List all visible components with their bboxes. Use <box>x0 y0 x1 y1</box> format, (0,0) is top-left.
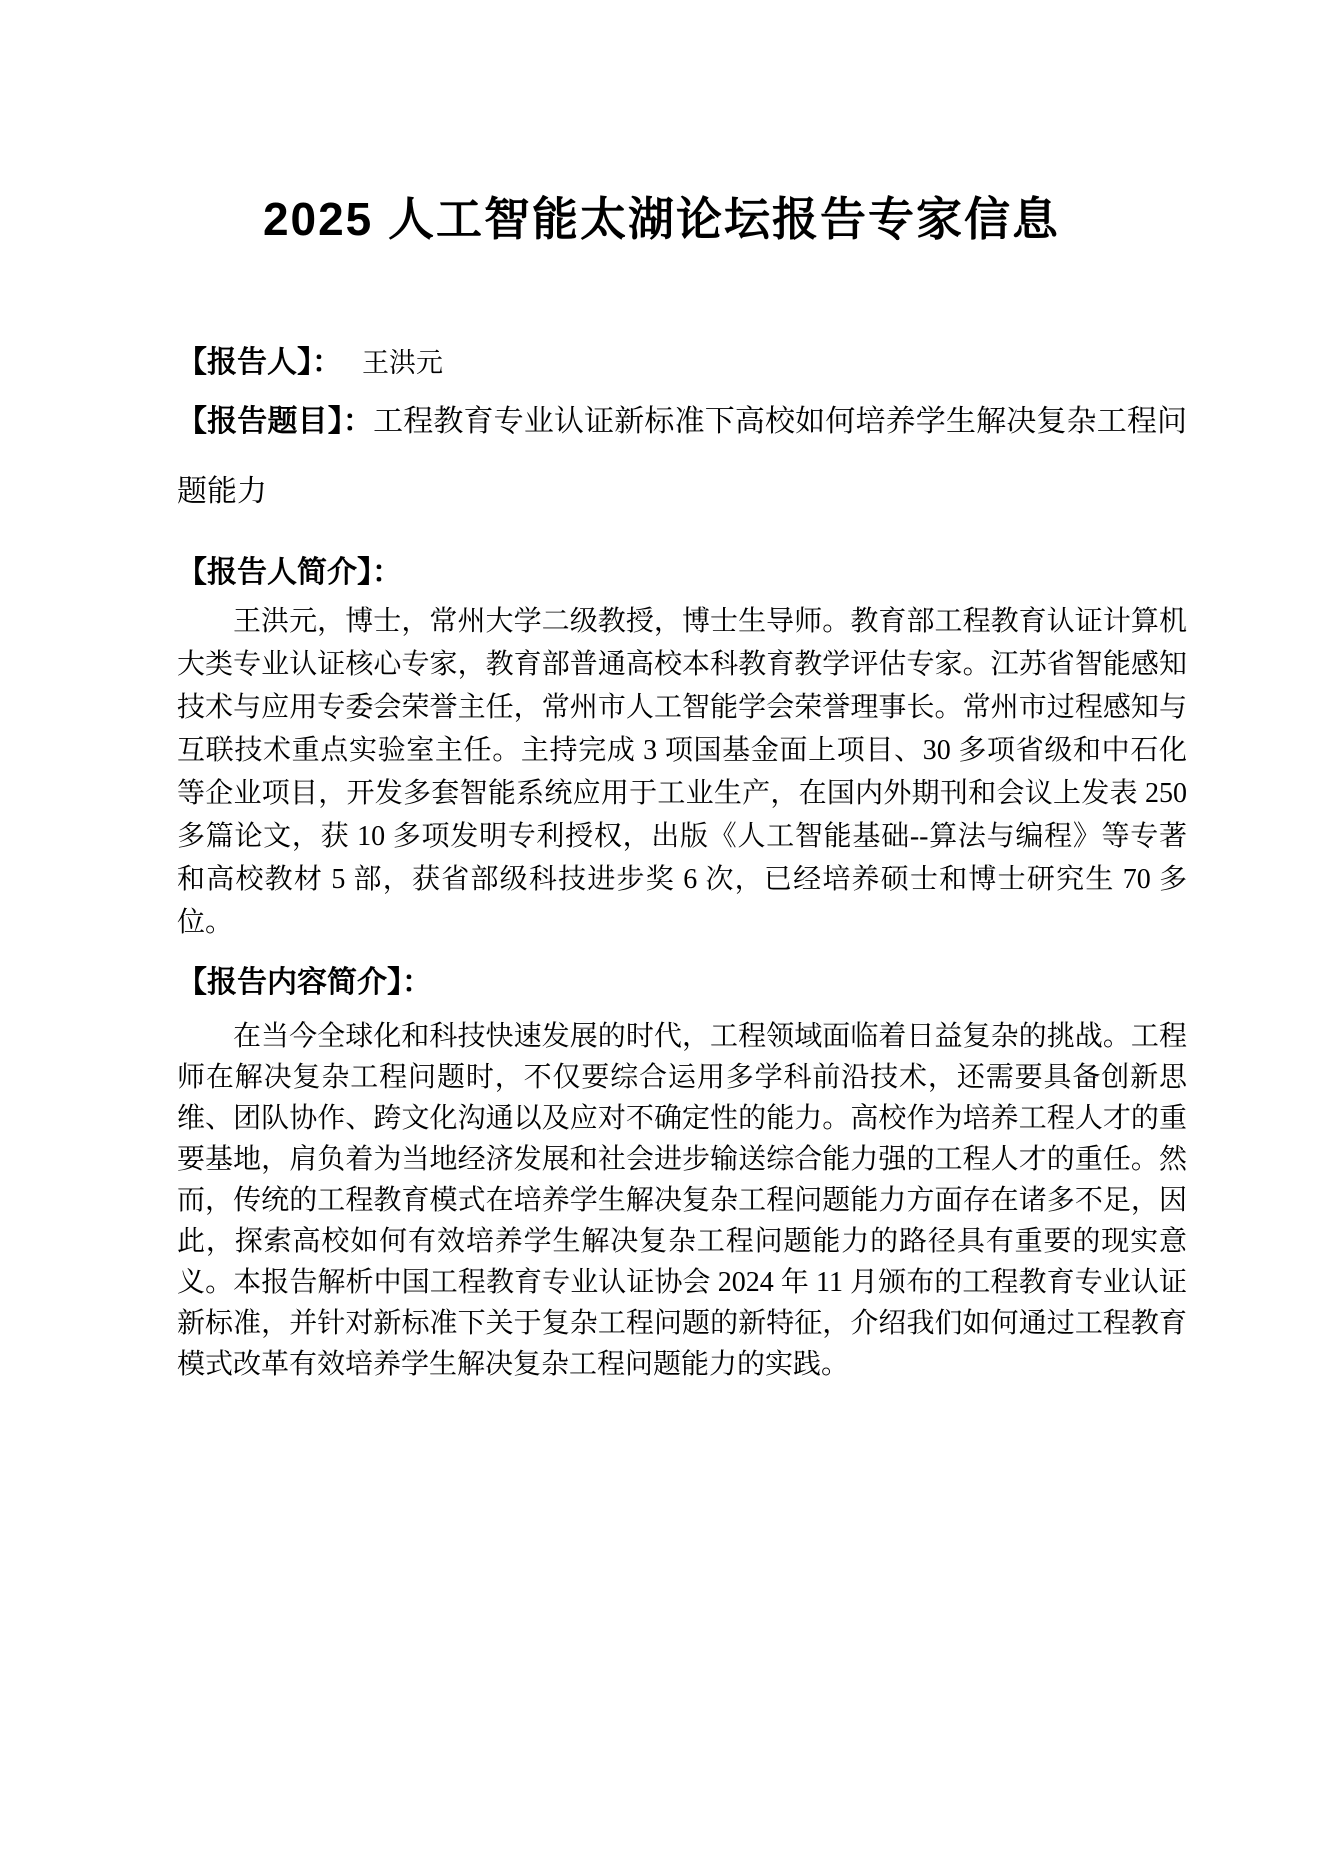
topic-paragraph <box>177 387 1187 527</box>
speaker-name: 王洪元 <box>362 348 443 378</box>
speaker-line <box>177 342 1187 384</box>
bio-section-label: 【报告人简介】： <box>177 556 402 589</box>
topic-text: 工程教育专业认证新标准下高校如何培养学生解决复杂工程问题能力 <box>177 405 1188 508</box>
bio-paragraph: 王洪元，博士，常州大学二级教授，博士生导师。教育部工程教育认证计算机大类专业认证核心专家，教育部普通高校本科教育教学评估专家。江苏省智能感知技术与应用专委会荣誉主任，常州市人工智能学会荣誉理事长。常州市过程感知与互联技术重点实验室主任。主持完成 3 项国基金面上项目、30 多项省级和中石化等企业项目，开发多套智能系统应用于工业生产，在国内外期刊和会议上发表 250 多篇论文，获 10 多项发明专利授权，出版《人工智能基础--算法与编程》等专著和高校教材 5 部，获省部级科技进步奖 6 次，已经培养硕士和博士研究生 70 多位。 <box>177 606 1187 938</box>
abstract-section-label: 【报告内容简介】： <box>177 966 432 999</box>
topic-label: 【报告题目】： <box>177 405 374 438</box>
document-title: 2025 人工智能太湖论坛报告专家信息 <box>262 192 1061 245</box>
abstract-paragraph: 在当今全球化和科技快速发展的时代，工程领域面临着日益复杂的挑战。工程师在解决复杂工程问题时，不仅要综合运用多学科前沿技术，还需要具备创新思维、团队协作、跨文化沟通以及应对不确定性的能力。高校作为培养工程人才的重要基地，肩负着为当地经济发展和社会进步输送综合能力强的工程人才的重任。然而，传统的工程教育模式在培养学生解决复杂工程问题能力方面存在诸多不足，因此，探索高校如何有效培养学生解决复杂工程问题能力的路径具有重要的现实意义。本报告解析中国工程教育专业认证协会 2024 年 11 月颁布的工程教育专业认证新标准，并针对新标准下关于复杂工程问题的新特征，介绍我们如何通过工程教育模式改革有效培养学生解决复杂工程问题能力的实践。 <box>177 1021 1187 1380</box>
speaker-label: 【报告人】： <box>177 346 342 379</box>
